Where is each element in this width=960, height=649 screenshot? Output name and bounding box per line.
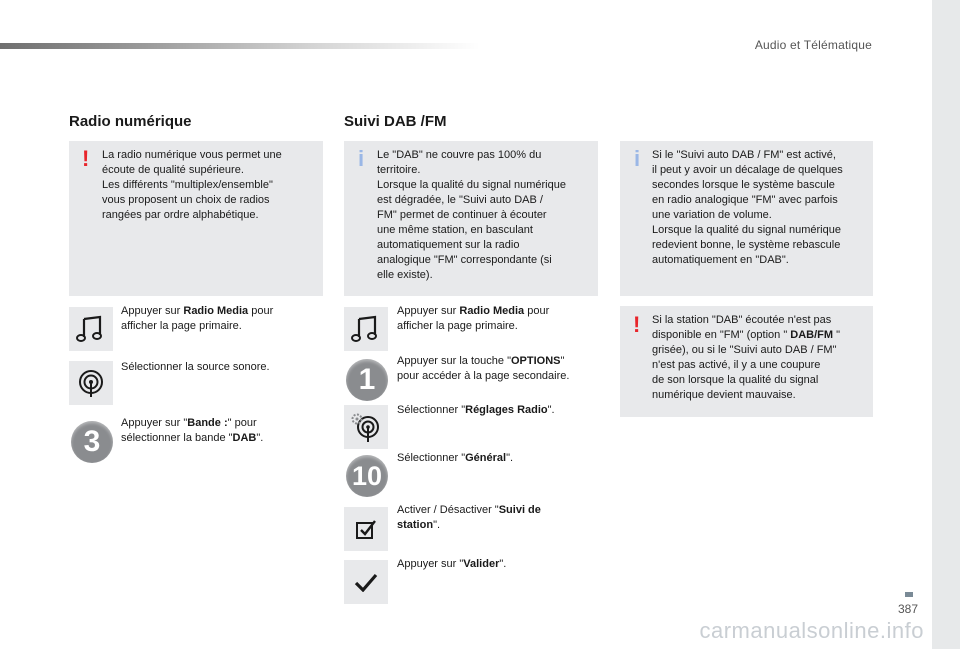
warning-icon: ! [82, 146, 90, 171]
left-step-1-text: Appuyer sur Radio Media pour afficher la page primaire. [121, 305, 274, 332]
middle-step-6-text: Appuyer sur "Valider". [397, 558, 507, 570]
middle-step-4-text: Sélectionner "Général". [397, 452, 514, 464]
left-warning-text: La radio numérique vous permet une écoute de qualité supérieure. Les différents "multiplex/ensemble" vous proposent un choix de radios rangées par ordre alphabétique. [102, 149, 282, 221]
right-info-box [620, 141, 873, 296]
left-warning-box [69, 141, 323, 296]
checkbox-toggle-icon [344, 507, 388, 551]
step-1-badge: 1 [346, 359, 388, 401]
header-gradient-bar [0, 43, 480, 49]
middle-step-2-text: Appuyer sur la touche "OPTIONS" pour accéder à la page secondaire. [397, 355, 570, 382]
check-validate-icon [344, 560, 388, 604]
right-info-text: Si le "Suivi auto DAB / FM" est activé, il peut y avoir un décalage de quelques secondes lorsque le système bascule en radio analogique "FM" avec parfois une variation de volume. Lorsque la qualité du signal numérique redevient bonne, le système rebascule automatiquement en "DAB". [652, 149, 843, 266]
page-number: 387 [897, 602, 918, 616]
middle-step-1-text: Appuyer sur Radio Media pour afficher la page primaire. [397, 305, 550, 332]
right-warning-box [620, 306, 873, 417]
step-10-badge: 10 [346, 455, 388, 497]
radio-numerique-title: Radio numérique [69, 113, 192, 130]
middle-step-5-text: Activer / Désactiver "Suivi de station". [397, 504, 541, 531]
radio-source-icon [69, 361, 113, 405]
warning-icon: ! [633, 312, 641, 337]
middle-info-box [344, 141, 598, 296]
music-note-icon [69, 307, 113, 351]
radio-settings-icon [344, 405, 388, 449]
page-marker [905, 592, 913, 597]
info-icon: i [634, 146, 641, 171]
middle-step-3-text: Sélectionner "Réglages Radio". [397, 404, 555, 416]
middle-info-text: Le "DAB" ne couvre pas 100% du territoire. Lorsque la qualité du signal numérique est dégradée, le "Suivi auto DAB / FM" permet de continuer à écouter une même station, en basculant automatiquement sur la radio analogique "FM" correspondante (si elle existe). [377, 149, 566, 281]
page-edge-strip [932, 0, 960, 649]
watermark: carmanualsonline.info [699, 618, 924, 643]
left-step-2-text: Sélectionner la source sonore. [121, 361, 270, 373]
music-note-icon [344, 307, 388, 351]
step-3-badge: 3 [71, 421, 113, 463]
right-warning-text: Si la station "DAB" écoutée n'est pas disponible en "FM" (option " DAB/FM " grisée), ou si le "Suivi auto DAB / FM" n'est pas activé, il y a une coupure de son lorsque la qualité du signal numérique devient mauvaise. [652, 314, 841, 401]
section-header: Audio et Télématique [754, 38, 872, 52]
suivi-dab-fm-title: Suivi DAB /FM [344, 113, 447, 130]
info-icon: i [358, 146, 365, 171]
left-step-3-text: Appuyer sur "Bande :" pour sélectionner la bande "DAB". [121, 417, 264, 444]
